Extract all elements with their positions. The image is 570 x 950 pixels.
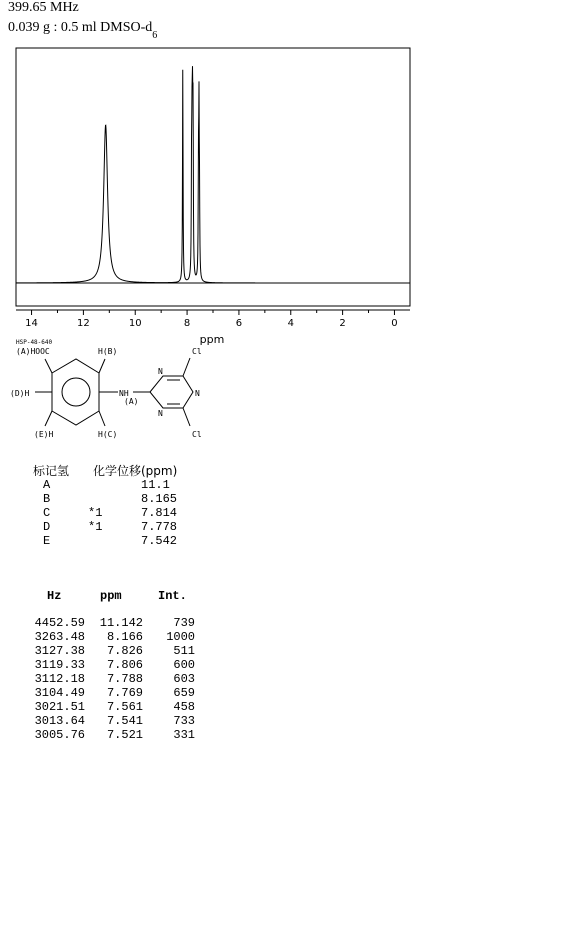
peak-int: 1000 [166, 630, 195, 644]
shift-row-value: 7.814 [141, 506, 178, 520]
peak-int: 331 [173, 728, 195, 742]
peak-header-int: Int. [158, 589, 187, 603]
nmr-spectrum-chart [0, 0, 570, 350]
x-tick-label: 10 [128, 318, 142, 329]
shift-row-label: D [43, 520, 51, 534]
peak-hz: 4452.59 [34, 616, 85, 630]
pyrimidine-ring [150, 376, 193, 408]
label-b: H(B) [98, 347, 118, 356]
shift-header-shift: 化学位移(ppm) [93, 464, 178, 478]
shift-row-value: 8.165 [141, 492, 178, 506]
peak-ppm: 7.826 [106, 644, 143, 658]
peak-hz: 3005.76 [34, 728, 85, 742]
x-axis-label: ppm [199, 333, 225, 346]
peak-ppm: 7.541 [106, 714, 143, 728]
bond-hc [99, 411, 105, 426]
peak-hz: 3013.64 [34, 714, 85, 728]
x-axis-ticks [25, 310, 397, 329]
peak-ppm: 11.142 [99, 616, 143, 630]
peak-ppm: 7.788 [106, 672, 143, 686]
label-c: H(C) [98, 430, 118, 439]
peak-int: 458 [173, 700, 195, 714]
sample-subscript: 6 [152, 29, 158, 41]
shift-row-value: 7.778 [141, 520, 178, 534]
peak-header-ppm: ppm [100, 589, 122, 603]
peak-header-hz: Hz [47, 589, 62, 603]
x-tick-label: 12 [77, 318, 90, 329]
nh-a-label: (A) [124, 397, 139, 406]
peak-hz: 3021.51 [34, 700, 85, 714]
n-right: N [195, 389, 200, 398]
x-tick-label: 6 [235, 318, 243, 329]
nh-label: NH [119, 389, 129, 398]
peak-hz: 3119.33 [34, 658, 85, 672]
label-d: (D)H [10, 389, 30, 398]
bond-hb [99, 359, 105, 373]
cl-bottom: Cl [192, 430, 202, 439]
bond-cl-top [183, 358, 190, 376]
x-tick-label: 14 [25, 318, 38, 329]
sample-text: 0.039 g : 0.5 ml DMSO-d [8, 20, 153, 35]
peak-ppm: 8.166 [106, 630, 143, 644]
shift-row-label: B [43, 492, 51, 506]
label-a-hooc: (A)HOOC [16, 347, 50, 356]
peak-ppm: 7.769 [106, 686, 143, 700]
compound-code: HSP-48-640 [16, 339, 53, 346]
shift-row-value: 11.1 [141, 478, 170, 492]
peak-hz: 3112.18 [34, 672, 85, 686]
shift-row-label: E [43, 534, 51, 548]
peak-ppm: 7.806 [106, 658, 143, 672]
bond-he [45, 411, 52, 426]
n-top: N [158, 367, 163, 376]
peak-hz: 3104.49 [34, 686, 85, 700]
spectrometer-frequency: 399.65 MHz [8, 0, 79, 15]
benzene-aromatic-circle [62, 378, 90, 406]
peak-int: 603 [173, 672, 195, 686]
shift-row-mark: *1 [88, 520, 103, 534]
peak-int: 600 [173, 658, 195, 672]
spectrum-trace [16, 66, 410, 283]
shift-row-label: C [43, 506, 51, 520]
peak-ppm: 7.561 [106, 700, 143, 714]
shift-row-value: 7.542 [141, 534, 178, 548]
peak-hz: 3263.48 [34, 630, 85, 644]
peak-hz: 3127.38 [34, 644, 85, 658]
x-tick-label: 4 [287, 318, 294, 329]
peak-int: 659 [173, 686, 195, 700]
bond-cl-bottom [183, 408, 190, 426]
bond-cooh [45, 359, 52, 373]
peak-int: 511 [173, 644, 195, 658]
x-tick-label: 2 [339, 318, 346, 329]
label-e: (E)H [34, 430, 54, 439]
peak-int: 733 [173, 714, 195, 728]
x-tick-label: 8 [183, 318, 191, 329]
peak-int: 739 [173, 616, 195, 630]
plot-frame [16, 48, 410, 306]
cl-top: Cl [192, 347, 202, 356]
shift-row-mark: *1 [88, 506, 103, 520]
shift-header-label: 标记氢 [33, 464, 70, 478]
n-bottom: N [158, 409, 163, 418]
peak-ppm: 7.521 [106, 728, 143, 742]
benzene-ring [52, 359, 99, 425]
x-tick-label: 0 [391, 318, 398, 329]
shift-row-label: A [43, 478, 51, 492]
